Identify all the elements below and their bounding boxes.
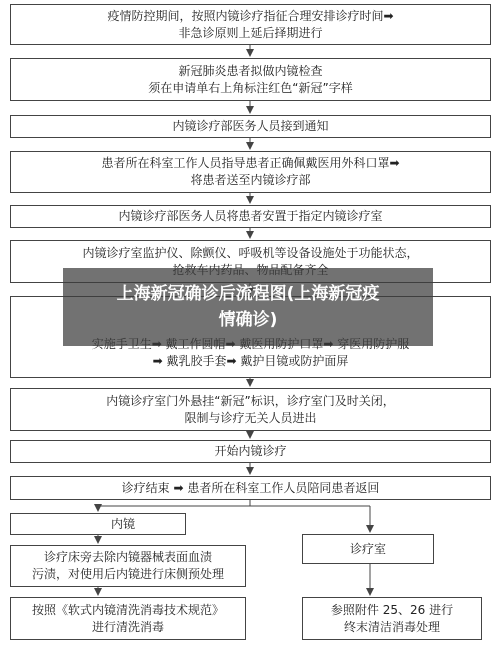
branch-bedside-pretreatment — [10, 545, 246, 587]
step-procedure-end — [10, 476, 491, 500]
step-text: 内镜诊疗部医务人员接到通知 — [172, 119, 329, 133]
branch-treatment-room — [302, 534, 434, 564]
step-text: 内镜诊疗部医务人员将患者安置于指定内镜诊疗室 — [118, 209, 383, 223]
title-overlay-line: 情确诊) — [218, 310, 278, 330]
step-text: 诊疗床旁去除内镜器械表面血渍 — [43, 550, 212, 564]
step-request-label — [10, 58, 491, 101]
step-text: 将患者送至内镜诊疗部 — [190, 173, 311, 187]
step-text: 参照附件 25、26 进行 — [330, 602, 454, 617]
branch-endoscope — [10, 513, 186, 535]
step-text: ➡ 戴乳胶手套➡ 戴护目镜或防护面屏 — [152, 354, 349, 368]
step-text: 按照《软式内镜清洗消毒技术规范》 — [31, 602, 224, 617]
step-text: 进行清洗消毒 — [91, 619, 164, 634]
step-text: 内镜诊疗室门外悬挂“新冠”标识，诊疗室门及时关闭， — [106, 393, 395, 408]
step-text: 新冠肺炎患者拟做内镜检查 — [178, 63, 323, 78]
branch-cleaning-disinfection — [10, 597, 246, 640]
step-text: 非急诊原则上延后择期进行 — [178, 25, 323, 40]
step-text: 内镜 — [111, 516, 136, 531]
step-text: 内镜诊疗室监护仪、除颤仪、呼吸机等设备设施处于功能状态， — [82, 245, 419, 260]
step-text: 须在申请单右上角标注红色“新冠”字样 — [148, 80, 353, 95]
step-schedule — [10, 4, 491, 45]
step-text: 终末清洁消毒处理 — [343, 619, 440, 634]
step-text: 诊疗室 — [349, 541, 386, 556]
step-notified — [10, 115, 491, 138]
title-overlay-line: 上海新冠确诊后流程图(上海新冠疫 — [116, 284, 380, 304]
step-start-procedure — [10, 440, 491, 463]
step-text: 开始内镜诊疗 — [214, 444, 287, 458]
step-door-sign — [10, 388, 491, 431]
step-text: 疫情防控期间，按照内镜诊疗指征合理安排诊疗时间➡ — [107, 8, 394, 23]
step-text: 污渍，对使用后内镜进行床侧预处理 — [31, 567, 224, 581]
branch-terminal-disinfection — [302, 597, 482, 640]
step-place-patient — [10, 205, 491, 228]
title-overlay — [63, 268, 433, 346]
step-transfer-patient — [10, 151, 491, 193]
step-text: 诊疗结束 ➡ 患者所在科室工作人员陪同患者返回 — [121, 480, 380, 495]
step-text: 限制与诊疗无关人员进出 — [184, 410, 317, 425]
step-text: 患者所在科室工作人员指导患者正确佩戴医用外科口罩➡ — [101, 156, 400, 170]
